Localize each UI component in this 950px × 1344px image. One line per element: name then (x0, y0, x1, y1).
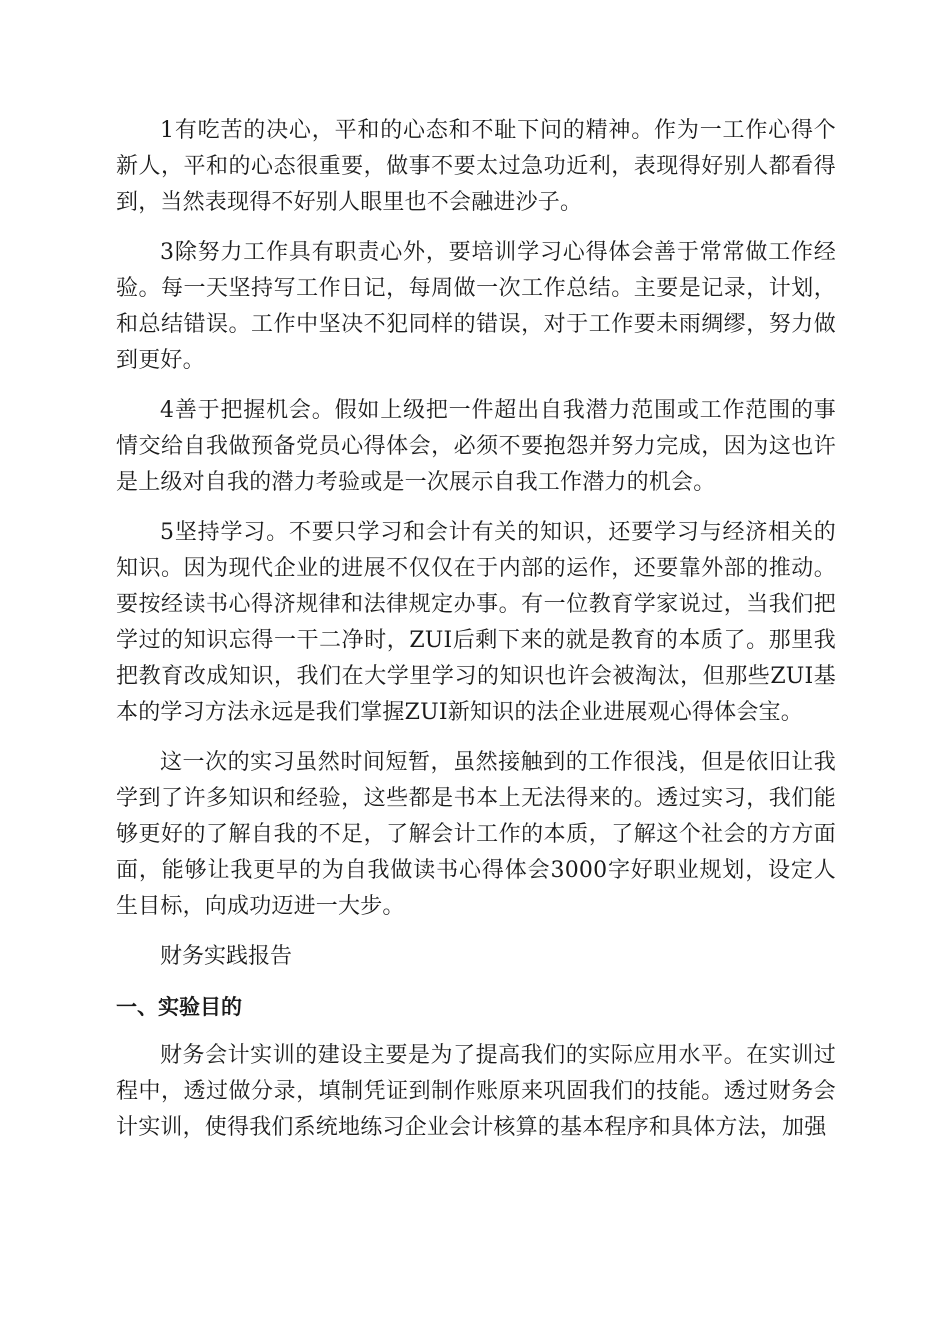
paragraph-4: 4善于把握机会。假如上级把一件超出自我潜力范围或工作范围的事情交给自我做预备党员心得体会，必须不要抱怨并努力完成，因为这也许是上级对自我的潜力考验或是一次展示自我工作潜力的机会。 (116, 398, 836, 495)
section-heading: 一、实验目的 (116, 995, 242, 1019)
document-body (116, 113, 836, 1160)
paragraph-conclusion: 这一次的实习虽然时间短暂，虽然接触到的工作很浅，但是依旧让我学到了许多知识和经验，这些都是书本上无法得来的。透过实习，我们能够更好的了解自我的不足，了解会计工作的本质，了解这个社会的方方面面，能够让我更早的为自我做读书心得体会3000字好职业规划，设定人生目标，向成功迈进一大步。 (116, 750, 836, 919)
paragraph-1: 1有吃苦的决心，平和的心态和不耻下问的精神。作为一工作心得个新人，平和的心态很重要，做事不要太过急功近利，表现得好别人都看得到，当然表现得不好别人眼里也不会融进沙子。 (116, 118, 836, 215)
section-paragraph: 财务会计实训的建设主要是为了提高我们的实际应用水平。在实训过程中，透过做分录，填制凭证到制作账原来巩固我们的技能。透过财务会计实训，使得我们系统地练习企业会计核算的基本程序和具体方法，加强 (116, 1043, 836, 1140)
paragraph-5: 5坚持学习。不要只学习和会计有关的知识，还要学习与经济相关的知识。因为现代企业的进展不仅仅在于内部的运作，还要靠外部的推动。要按经读书心得济规律和法律规定办事。有一位教育学家说过，当我们把学过的知识忘得一干二净时，ZUI后剩下来的就是教育的本质了。那里我把教育改成知识，我们在大学里学习的知识也许会被淘汰，但那些ZUI基本的学习方法永远是我们掌握ZUI新知识的法企业进展观心得体会宝。 (116, 520, 836, 725)
paragraph-3: 3除努力工作具有职责心外，要培训学习心得体会善于常常做工作经验。每一天坚持写工作日记，每周做一次工作总结。主要是记录，计划，和总结错误。工作中坚决不犯同样的错误，对于工作要未雨绸缪，努力做到更好。 (116, 240, 836, 373)
report-title: 财务实践报告 (160, 944, 293, 969)
